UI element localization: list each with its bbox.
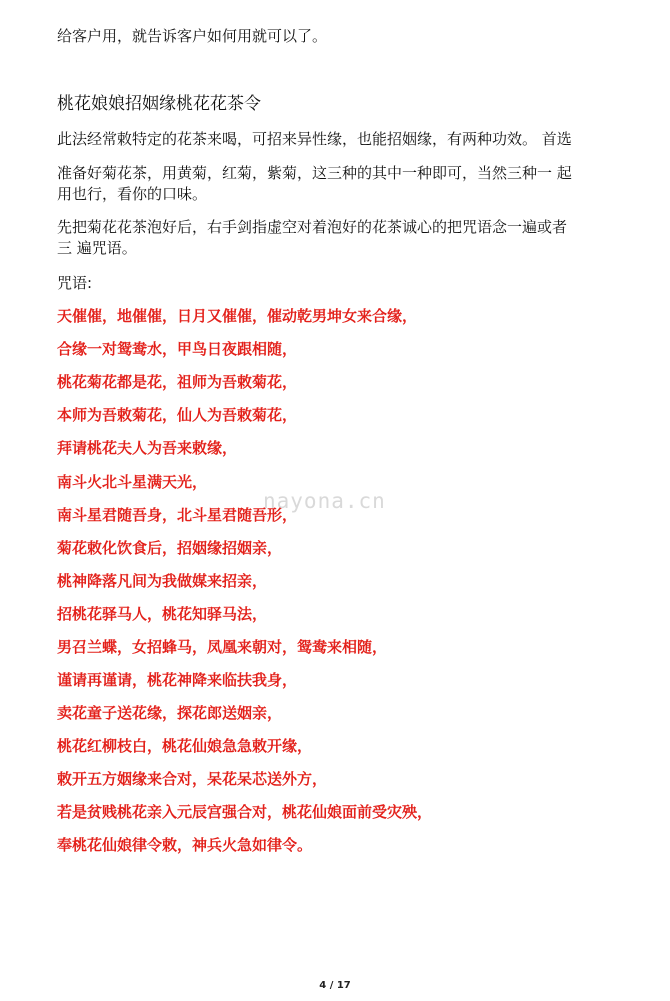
incantation-line: 桃花红柳枝白，桃花仙娘急急敕开缘，: [57, 737, 313, 755]
incantation-line: 桃花菊花都是花，祖师为吾敕菊花，: [57, 373, 298, 391]
watermark: nayona.cn: [263, 489, 386, 513]
incantation-line: 菊花敕化饮食后，招姻缘招姻亲，: [57, 539, 283, 557]
incantation-line: 桃神降落凡间为我做媒来招亲，: [57, 572, 268, 590]
incantation-line: 合缘一对鸳鸯水，甲鸟日夜跟相随，: [57, 340, 298, 358]
incantation-line: 招桃花驿马人，桃花知驿马法，: [57, 605, 268, 623]
incantation-line: 天催催，地催催，日月又催催，催动乾男坤女来合缘，: [57, 307, 418, 325]
incantation-line: 拜请桃花夫人为吾来敕缘，: [57, 439, 238, 457]
paragraph-line: 三 遍咒语。: [57, 239, 137, 257]
paragraph-line: 此法经常敕特定的花茶来喝，可招来异性缘，也能招姻缘，有两种功效。 首选: [57, 130, 572, 148]
incantation-line: 敕开五方姻缘来合对，呆花呆芯送外方，: [57, 770, 328, 788]
incantation-line: 南斗星君随吾身，北斗星君随吾形，: [57, 506, 298, 524]
section-title: 桃花娘娘招姻缘桃花花茶令: [57, 94, 261, 114]
incantation-line: 卖花童子送花缘，探花郎送姻亲，: [57, 704, 283, 722]
incantation-line: 本师为吾敕菊花，仙人为吾敕菊花，: [57, 406, 298, 424]
incantation-line: 男召兰蝶，女招蜂马，凤凰来朝对，鸳鸯来相随，: [57, 638, 388, 656]
paragraph-line: 用也行，看你的口味。: [57, 185, 208, 203]
page-number: 4 / 17: [319, 980, 351, 991]
incantation-line: 谨请再谨请，桃花神降来临扶我身，: [57, 671, 298, 689]
incantation-line: 奉桃花仙娘律令敕，神兵火急如律令。: [57, 836, 313, 854]
incantation-line: 南斗火北斗星满天光，: [57, 473, 208, 491]
intro-line: 给客户用，就告诉客户如何用就可以了。: [57, 27, 328, 45]
incantation-label: 咒语:: [57, 274, 93, 292]
incantation-line: 若是贫贱桃花亲入元辰宫强合对，桃花仙娘面前受灾殃，: [57, 803, 433, 821]
paragraph-line: 准备好菊花茶，用黄菊，红菊，紫菊，这三种的其中一种即可，当然三种一 起: [57, 164, 572, 182]
paragraph-line: 先把菊花花茶泡好后，右手剑指虚空对着泡好的花茶诚心的把咒语念一遍或者: [57, 218, 568, 236]
